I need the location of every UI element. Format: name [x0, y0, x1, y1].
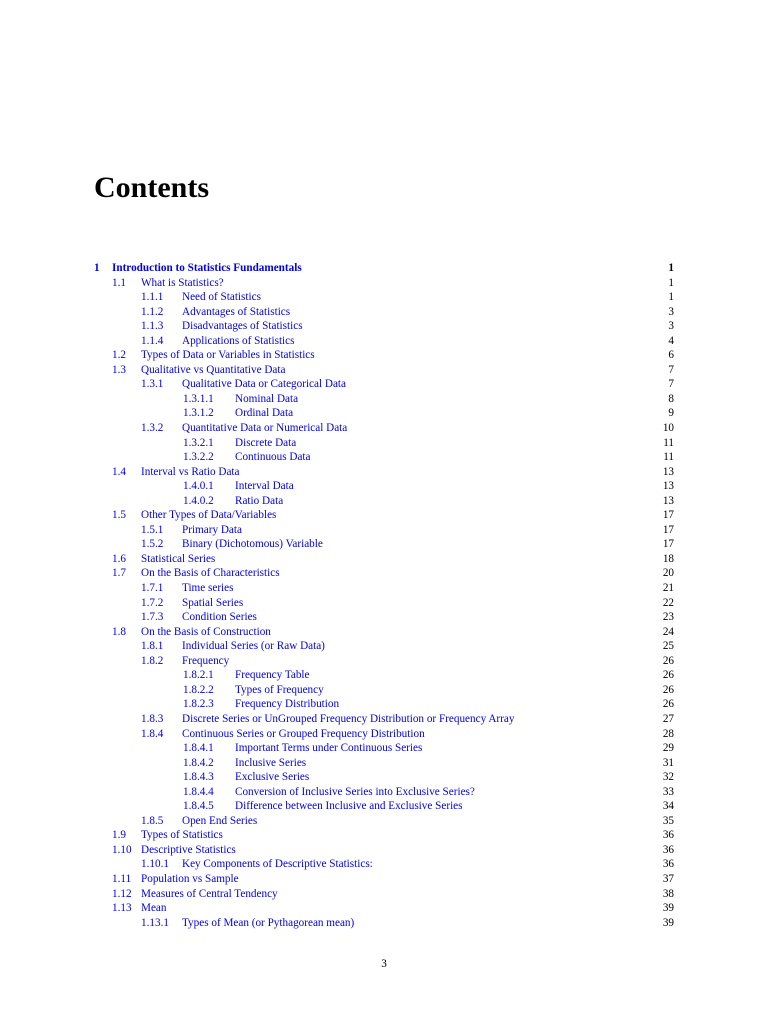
toc-entry-page-number[interactable]: 11	[663, 451, 674, 464]
toc-entry[interactable]	[0, 319, 768, 334]
toc-entry-page-number[interactable]: 18	[662, 552, 674, 565]
toc-entry-title-link[interactable]: Exclusive Series	[235, 771, 310, 784]
toc-entry-title-link[interactable]: Need of Statistics	[182, 291, 261, 304]
toc-entry-title-link[interactable]: Types of Data or Variables in Statistics	[141, 349, 315, 362]
toc-entry[interactable]	[0, 334, 768, 349]
toc-entry[interactable]	[0, 363, 768, 378]
toc-entry-page-number[interactable]: 23	[662, 611, 674, 624]
toc-entry-page-number[interactable]: 1	[668, 276, 674, 289]
toc-entry-page-number[interactable]: 25	[662, 640, 674, 653]
toc-entry-page-number[interactable]: 36	[662, 843, 674, 856]
toc-entry-number[interactable]: 1.8.2	[141, 654, 164, 667]
toc-entry-title-link[interactable]: Discrete Series or UnGrouped Frequency Distribution or Frequency Array	[182, 712, 515, 725]
toc-entry-page-number[interactable]: 7	[668, 378, 674, 391]
page-title: Contents	[94, 171, 210, 204]
toc-entry[interactable]	[0, 814, 768, 829]
toc-entry-title-link[interactable]: Important Terms under Continuous Series	[235, 742, 423, 755]
toc-entry-page-number[interactable]: 1	[668, 262, 674, 274]
toc-entry-page-number[interactable]: 28	[662, 727, 674, 740]
toc-entry-number[interactable]: 1.8.2.1	[183, 669, 214, 682]
toc-entry[interactable]	[0, 523, 768, 538]
toc-entry[interactable]	[0, 581, 768, 596]
toc-entry[interactable]	[0, 843, 768, 858]
toc-entry-page-number[interactable]: 22	[662, 596, 674, 609]
toc-entry-title-link[interactable]: Other Types of Data/Variables	[141, 509, 277, 522]
toc-entry[interactable]	[0, 770, 768, 785]
toc-entry-number[interactable]: 1.3.2.2	[183, 451, 214, 464]
toc-entry-page-number[interactable]: 33	[662, 785, 674, 798]
toc-entry-number[interactable]: 1.1	[112, 276, 126, 289]
toc-entry-number[interactable]: 1.5	[112, 509, 126, 522]
toc-entry-number[interactable]: 1.4.0.2	[183, 494, 214, 507]
toc-entry[interactable]	[0, 596, 768, 611]
toc-entry-title-link[interactable]: Applications of Statistics	[182, 334, 295, 347]
toc-entry[interactable]	[0, 392, 768, 407]
toc-entry[interactable]	[0, 785, 768, 800]
toc-entry-page-number[interactable]: 36	[662, 858, 674, 871]
toc-entry-title-link[interactable]: Types of Statistics	[141, 829, 223, 842]
toc-entry-title-link[interactable]: Nominal Data	[235, 392, 299, 405]
toc-entry[interactable]	[0, 290, 768, 305]
toc-entry-page-number[interactable]: 9	[668, 407, 674, 420]
toc-entry-page-number[interactable]: 20	[662, 567, 674, 580]
toc-entry[interactable]	[0, 697, 768, 712]
toc-entry-number[interactable]: 1.13.1	[141, 916, 169, 929]
toc-entry-title-link[interactable]: On the Basis of Characteristics	[141, 567, 280, 580]
toc-entry-number[interactable]: 1.1.1	[141, 291, 164, 304]
toc-entry-number[interactable]: 1.10.1	[141, 858, 169, 871]
toc-entry-number[interactable]: 1	[94, 262, 100, 274]
toc-entry-title-link[interactable]: What is Statistics?	[141, 276, 224, 289]
toc-entry-number[interactable]: 1.1.2	[141, 305, 164, 318]
toc-entry-page-number[interactable]: 24	[662, 625, 674, 638]
toc-entry-number[interactable]: 1.8.2.3	[183, 698, 214, 711]
toc-entry-title-link[interactable]: Inclusive Series	[235, 756, 307, 769]
toc-entry[interactable]	[0, 348, 768, 363]
toc-entry[interactable]	[0, 741, 768, 756]
toc-entry-title-link[interactable]: Quantitative Data or Numerical Data	[182, 422, 348, 435]
toc-entry-title-link[interactable]: Open End Series	[182, 814, 258, 827]
toc-entry[interactable]	[0, 639, 768, 654]
toc-entry-title-link[interactable]: On the Basis of Construction	[141, 625, 271, 638]
toc-entry-number[interactable]: 1.11	[112, 872, 132, 885]
toc-entry-number[interactable]: 1.8.4	[141, 727, 164, 740]
toc-entry-number[interactable]: 1.8.4.1	[183, 742, 214, 755]
toc-entry-number[interactable]: 1.5.2	[141, 538, 164, 551]
toc-entry-page-number[interactable]: 13	[662, 494, 674, 507]
toc-entry-page-number[interactable]: 39	[662, 902, 674, 915]
toc-entry-number[interactable]: 1.13	[112, 902, 132, 915]
toc-entry-page-number[interactable]: 26	[662, 669, 674, 682]
toc-entry-number[interactable]: 1.4.0.1	[183, 480, 214, 493]
toc-entry[interactable]	[0, 276, 768, 291]
toc-entry-page-number[interactable]: 6	[668, 349, 674, 362]
toc-entry-title-link[interactable]: Measures of Central Tendency	[141, 887, 278, 900]
toc-entry-number[interactable]: 1.3.2.1	[183, 436, 214, 449]
toc-entry-title-link[interactable]: Frequency Table	[235, 669, 310, 682]
toc-entry-page-number[interactable]: 7	[668, 363, 674, 376]
toc-entry[interactable]	[0, 377, 768, 392]
toc-entry-page-number[interactable]: 39	[662, 916, 674, 929]
toc-entry-number[interactable]: 1.8.4.5	[183, 800, 214, 813]
toc-entry-title-link[interactable]: Continuous Series or Grouped Frequency Distribution	[182, 727, 425, 740]
toc-entry[interactable]	[0, 610, 768, 625]
toc-entry-title-link[interactable]: Conversion of Inclusive Series into Exclusive Series?	[235, 785, 475, 798]
toc-entry-title-link[interactable]: Qualitative Data or Categorical Data	[182, 378, 347, 391]
toc-entry-title-link[interactable]: Spatial Series	[182, 596, 244, 609]
toc-entry-title-link[interactable]: Primary Data	[182, 523, 242, 536]
toc-entry[interactable]	[0, 479, 768, 494]
toc-entry[interactable]	[0, 494, 768, 509]
toc-entry-number[interactable]: 1.7.1	[141, 582, 164, 595]
toc-entry-title-link[interactable]: Disadvantages of Statistics	[182, 320, 303, 333]
toc-entry-title-link[interactable]: Key Components of Descriptive Statistics:	[182, 858, 373, 871]
toc-entry-number[interactable]: 1.3.2	[141, 422, 164, 435]
toc-entry-number[interactable]: 1.8.1	[141, 640, 164, 653]
toc-entry[interactable]	[0, 668, 768, 683]
toc-chapter-entry[interactable]	[0, 261, 768, 276]
toc-entry-page-number[interactable]: 26	[662, 698, 674, 711]
toc-entry-page-number[interactable]: 38	[662, 887, 674, 900]
toc-entry-page-number[interactable]: 36	[662, 829, 674, 842]
toc-entry-title-link[interactable]: Statistical Series	[141, 552, 216, 565]
toc-entry[interactable]	[0, 552, 768, 567]
toc-entry-title-link[interactable]: Frequency	[182, 654, 230, 667]
toc-entry-number[interactable]: 1.5.1	[141, 523, 164, 536]
toc-entry-number[interactable]: 1.3.1	[141, 378, 164, 391]
toc-entry-page-number[interactable]: 17	[662, 523, 674, 536]
toc-entry[interactable]	[0, 799, 768, 814]
toc-entry[interactable]	[0, 406, 768, 421]
toc-entry-number[interactable]: 1.3.1.2	[183, 407, 214, 420]
toc-entry-title-link[interactable]: Population vs Sample	[141, 872, 239, 885]
toc-entry-number[interactable]: 1.12	[112, 887, 132, 900]
toc-entry-page-number[interactable]: 11	[663, 436, 674, 449]
toc-entry-number[interactable]: 1.8.4.3	[183, 771, 214, 784]
toc-entry-number[interactable]: 1.6	[112, 552, 126, 565]
toc-entry-number[interactable]: 1.9	[112, 829, 126, 842]
toc-entry[interactable]	[0, 436, 768, 451]
toc-entry-title-link[interactable]: Binary (Dichotomous) Variable	[182, 538, 323, 551]
toc-entry-title-link[interactable]: Ratio Data	[235, 494, 284, 507]
toc-entry-number[interactable]: 1.1.4	[141, 334, 164, 347]
toc-entry-number[interactable]: 1.4	[112, 465, 126, 478]
toc-entry-title-link[interactable]: Types of Mean (or Pythagorean mean)	[182, 916, 355, 929]
toc-entry-page-number[interactable]: 4	[668, 334, 674, 347]
toc-entry[interactable]	[0, 756, 768, 771]
toc-entry[interactable]	[0, 887, 768, 902]
toc-entry-title-link[interactable]: Mean	[141, 902, 167, 915]
toc-entry-number[interactable]: 1.7.3	[141, 611, 164, 624]
toc-entry[interactable]	[0, 450, 768, 465]
toc-entry[interactable]	[0, 872, 768, 887]
toc-entry[interactable]	[0, 901, 768, 916]
toc-entry-page-number[interactable]: 37	[662, 872, 674, 885]
toc-entry-title-link[interactable]: Interval vs Ratio Data	[141, 465, 240, 478]
toc-entry-page-number[interactable]: 27	[662, 712, 674, 725]
toc-entry-title-link[interactable]: Discrete Data	[235, 436, 297, 449]
toc-entry[interactable]	[0, 465, 768, 480]
toc-entry-page-number[interactable]: 29	[662, 742, 674, 755]
toc-entry-number[interactable]: 1.8.4.2	[183, 756, 214, 769]
toc-entry-page-number[interactable]: 17	[662, 509, 674, 522]
toc-entry-page-number[interactable]: 32	[662, 771, 674, 784]
toc-entry-page-number[interactable]: 13	[662, 480, 674, 493]
toc-entry-number[interactable]: 1.8.3	[141, 712, 164, 725]
toc-entry[interactable]	[0, 305, 768, 320]
table-of-contents	[0, 261, 768, 930]
toc-entry-title-link[interactable]: Qualitative vs Quantitative Data	[141, 363, 286, 376]
toc-entry-page-number[interactable]: 17	[662, 538, 674, 551]
toc-entry-page-number[interactable]: 26	[662, 683, 674, 696]
toc-entry[interactable]	[0, 857, 768, 872]
toc-entry-number[interactable]: 1.7	[112, 567, 126, 580]
toc-entry[interactable]	[0, 508, 768, 523]
toc-entry-number[interactable]: 1.3.1.1	[183, 392, 214, 405]
toc-entry-number[interactable]: 1.1.3	[141, 320, 164, 333]
toc-entry[interactable]	[0, 683, 768, 698]
toc-entry-page-number[interactable]: 31	[662, 756, 674, 769]
toc-entry-title-link[interactable]: Descriptive Statistics	[141, 843, 236, 856]
toc-entry-title-link[interactable]: Ordinal Data	[235, 407, 294, 420]
toc-entry[interactable]	[0, 727, 768, 742]
toc-entry-page-number[interactable]: 3	[668, 320, 674, 333]
toc-entry-number[interactable]: 1.10	[112, 843, 132, 856]
toc-entry-title-link[interactable]: Difference between Inclusive and Exclusive Series	[235, 800, 463, 813]
toc-entry[interactable]	[0, 916, 768, 931]
toc-entry-number[interactable]: 1.8.5	[141, 814, 164, 827]
toc-entry-page-number[interactable]: 8	[668, 392, 674, 405]
toc-entry-title-link[interactable]: Individual Series (or Raw Data)	[182, 640, 325, 653]
toc-entry-number[interactable]: 1.8.4.4	[183, 785, 214, 798]
toc-entry-page-number[interactable]: 26	[662, 654, 674, 667]
toc-entry-page-number[interactable]: 13	[662, 465, 674, 478]
toc-entry[interactable]	[0, 828, 768, 843]
toc-entry-page-number[interactable]: 34	[662, 800, 674, 813]
toc-entry-title-link[interactable]: Time series	[182, 582, 234, 595]
toc-entry-title-link[interactable]: Interval Data	[235, 480, 294, 493]
toc-entry[interactable]	[0, 566, 768, 581]
toc-entry-number[interactable]: 1.3	[112, 363, 126, 376]
page-number: 3	[381, 958, 387, 970]
toc-entry-page-number[interactable]: 3	[668, 305, 674, 318]
toc-entry-page-number[interactable]: 21	[662, 582, 674, 595]
toc-entry-title-link[interactable]: Condition Series	[182, 611, 257, 624]
toc-entry-title-link[interactable]: Advantages of Statistics	[182, 305, 291, 318]
toc-entry-number[interactable]: 1.2	[112, 349, 126, 362]
toc-entry[interactable]	[0, 537, 768, 552]
toc-entry-title-link[interactable]: Continuous Data	[235, 451, 311, 464]
toc-entry-page-number[interactable]: 10	[662, 422, 674, 435]
toc-entry[interactable]	[0, 712, 768, 727]
toc-entry[interactable]	[0, 421, 768, 436]
toc-entry[interactable]	[0, 625, 768, 640]
toc-entry-title-link[interactable]: Introduction to Statistics Fundamentals	[112, 262, 302, 274]
toc-entry-number[interactable]: 1.7.2	[141, 596, 164, 609]
toc-entry-number[interactable]: 1.8	[112, 625, 126, 638]
toc-entry-page-number[interactable]: 1	[668, 291, 674, 304]
toc-entry[interactable]	[0, 654, 768, 669]
toc-entry-page-number[interactable]: 35	[662, 814, 674, 827]
toc-entry-title-link[interactable]: Frequency Distribution	[235, 698, 340, 711]
toc-entry-number[interactable]: 1.8.2.2	[183, 683, 214, 696]
toc-entry-title-link[interactable]: Types of Frequency	[235, 683, 324, 696]
